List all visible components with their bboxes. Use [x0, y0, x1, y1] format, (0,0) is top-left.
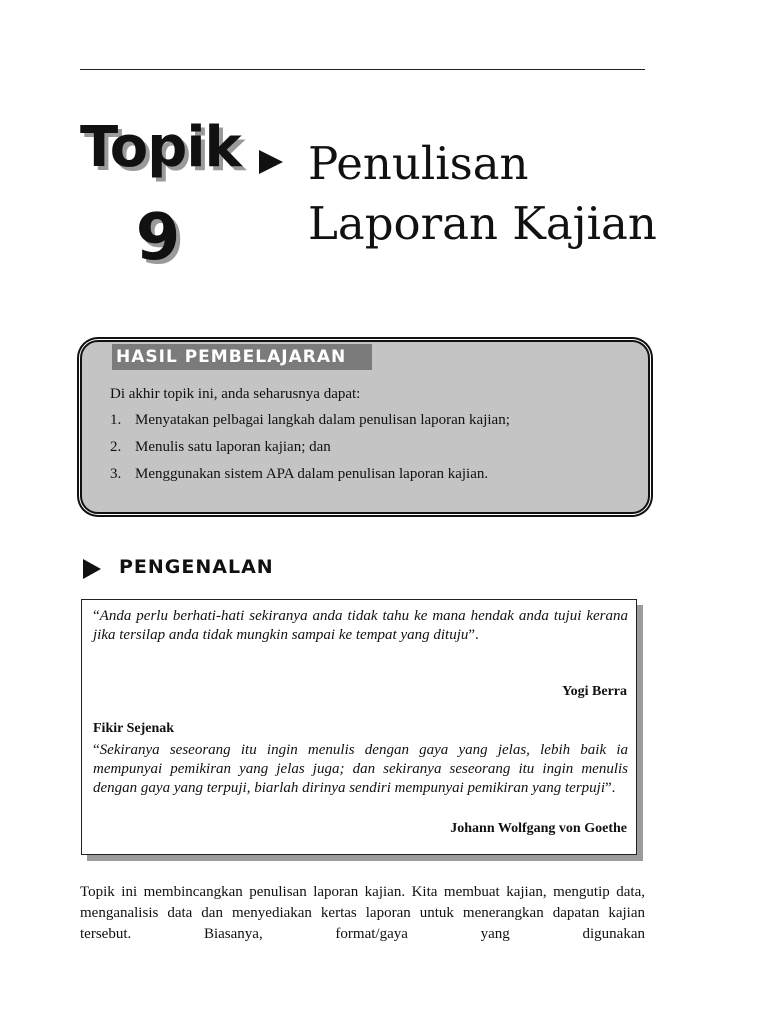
learning-outcomes-list — [110, 412, 630, 493]
quote-author: Yogi Berra — [562, 684, 627, 699]
list-item-number: 1. — [110, 412, 122, 428]
quote-close-mark: ”. — [605, 780, 616, 796]
topic-label: Topik — [80, 115, 241, 180]
list-item-text: Menyatakan pelbagai langkah dalam penulisan laporan kajian; — [135, 412, 510, 428]
section-heading: PENGENALAN — [119, 556, 274, 578]
list-item — [110, 466, 630, 493]
list-item-text: Menulis satu laporan kajian; dan — [135, 439, 331, 455]
body-paragraph: Topik ini membincangkan penulisan laporan kajian. Kita membuat kajian, mengutip data, menganalisis data dan menyediakan kertas laporan untuk menerangkan dapatan kajian tersebut. Biasanya, format/gaya yang digunakan — [80, 884, 645, 942]
topic-number: 9 — [135, 201, 181, 275]
reflection-label: Fikir Sejenak — [93, 721, 175, 736]
quote-author: Johann Wolfgang von Goethe — [450, 821, 627, 836]
list-item-number: 3. — [110, 466, 122, 482]
quote-open-mark: “ — [93, 742, 100, 758]
chapter-title-line-2: Laporan Kajian — [308, 197, 657, 250]
quote-text — [93, 607, 628, 645]
chapter-title — [308, 134, 748, 254]
learning-outcomes-intro: Di akhir topik ini, anda seharusnya dapat: — [110, 386, 361, 402]
triangle-right-icon — [259, 150, 283, 174]
triangle-right-icon — [83, 559, 101, 579]
chapter-title-line-1: Penulisan — [308, 137, 529, 190]
list-item — [110, 439, 630, 466]
quote-close-mark: ”. — [468, 627, 479, 643]
quote-open-mark: “ — [93, 608, 100, 624]
quote-body: Sekiranya seseorang itu ingin menulis dengan gaya yang jelas, lebih baik ia mempunyai pemikiran yang jelas juga; dan sekiranya seseorang itu ingin menulis dengan gaya yang terpuji, biarlah dirinya sendiri mempunyai pemikiran yang terpuji — [93, 742, 628, 796]
list-item-number: 2. — [110, 439, 122, 455]
header-rule — [80, 69, 645, 70]
quote-text — [93, 741, 628, 798]
list-item-text: Menggunakan sistem APA dalam penulisan laporan kajian. — [135, 466, 489, 482]
quote-body: Anda perlu berhati-hati sekiranya anda tidak tahu ke mana hendak anda tujui kerana jika tersilap anda tidak mungkin sampai ke tempat yang dituju — [93, 608, 628, 643]
learning-outcomes-heading: HASIL PEMBELAJARAN — [112, 344, 372, 370]
list-item — [110, 412, 630, 439]
